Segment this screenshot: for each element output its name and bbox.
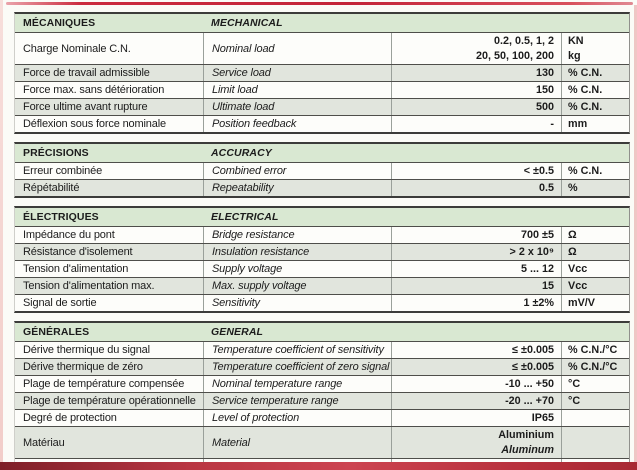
label-en-cell: Ultimate load bbox=[203, 99, 391, 115]
unit-cell: % C.N./°C bbox=[561, 359, 629, 375]
section-title-fr: PRÉCISIONS bbox=[23, 147, 89, 159]
table-row bbox=[15, 226, 629, 243]
unit-cell: Ω bbox=[561, 244, 629, 260]
label-en-cell: Position feedback bbox=[203, 116, 391, 132]
section-title-fr: GÉNÉRALES bbox=[23, 326, 90, 338]
value-cell: ≤ ±0.005 bbox=[391, 342, 561, 358]
label-en-cell: Insulation resistance bbox=[203, 244, 391, 260]
spec-section bbox=[14, 321, 630, 470]
table-row bbox=[15, 98, 629, 115]
value-cell: ≤ ±0.005 bbox=[391, 359, 561, 375]
unit-cell bbox=[561, 427, 629, 458]
section-title-en: ELECTRICAL bbox=[211, 211, 279, 223]
label-fr-cell: Répétabilité bbox=[23, 182, 80, 194]
value-cell: 0.5 bbox=[391, 180, 561, 196]
label-en-cell: Limit load bbox=[203, 82, 391, 98]
unit-cell: % C.N. bbox=[561, 82, 629, 98]
spec-section bbox=[14, 142, 630, 198]
label-fr-cell: Dérive thermique du signal bbox=[23, 344, 150, 356]
unit-cell: °C bbox=[561, 393, 629, 409]
label-fr-cell: Matériau bbox=[23, 436, 65, 449]
label-en-cell: Level of protection bbox=[203, 410, 391, 426]
section-title-en: GENERAL bbox=[211, 326, 264, 338]
label-fr-cell: Degré de protection bbox=[23, 412, 117, 424]
value-cell: 700 ±5 bbox=[391, 227, 561, 243]
value-line: Aluminum bbox=[501, 443, 554, 456]
left-margin-strip bbox=[0, 0, 3, 462]
table-row bbox=[15, 64, 629, 81]
label-fr-cell: Force max. sans détérioration bbox=[23, 84, 165, 96]
table-row bbox=[15, 409, 629, 426]
unit-cell: Vcc bbox=[561, 261, 629, 277]
label-fr-cell: Impédance du pont bbox=[23, 229, 115, 241]
table-row bbox=[15, 32, 629, 64]
label-fr-cell: Tension d'alimentation max. bbox=[23, 280, 155, 292]
label-en-cell: Combined error bbox=[203, 163, 391, 179]
label-en-cell: Material bbox=[203, 427, 391, 458]
label-fr-cell: Signal de sortie bbox=[23, 297, 97, 309]
table-row bbox=[15, 179, 629, 196]
section-title-fr: MÉCANIQUES bbox=[23, 17, 96, 29]
section-header-row bbox=[15, 144, 629, 162]
unit-cell bbox=[561, 410, 629, 426]
label-fr-cell: Plage de température opérationnelle bbox=[23, 395, 196, 407]
label-en-cell: Temperature coefficient of zero signal bbox=[203, 359, 391, 375]
table-row bbox=[15, 375, 629, 392]
unit-cell: mV/V bbox=[561, 295, 629, 311]
label-en-cell: Temperature coefficient of sensitivity bbox=[203, 342, 391, 358]
label-fr-cell: Plage de température compensée bbox=[23, 378, 185, 390]
table-row bbox=[15, 260, 629, 277]
value-cell bbox=[391, 427, 561, 458]
table-row bbox=[15, 277, 629, 294]
table-row bbox=[15, 358, 629, 375]
label-en-cell: Nominal temperature range bbox=[203, 376, 391, 392]
top-accent-line bbox=[6, 2, 633, 5]
value-cell: 130 bbox=[391, 65, 561, 81]
unit-cell: mm bbox=[561, 116, 629, 132]
label-fr-cell: Erreur combinée bbox=[23, 165, 103, 177]
spec-section bbox=[14, 206, 630, 313]
unit-cell bbox=[561, 33, 629, 64]
label-en-cell: Repeatability bbox=[203, 180, 391, 196]
label-fr-cell: Résistance d'isolement bbox=[23, 246, 133, 258]
value-cell: -10 ... +50 bbox=[391, 376, 561, 392]
value-cell: - bbox=[391, 116, 561, 132]
value-cell: 5 ... 12 bbox=[391, 261, 561, 277]
label-fr-cell: Dérive thermique de zéro bbox=[23, 361, 143, 373]
section-title-en: ACCURACY bbox=[211, 147, 272, 159]
unit-cell: % bbox=[561, 180, 629, 196]
value-cell: IP65 bbox=[391, 410, 561, 426]
table-row bbox=[15, 81, 629, 98]
section-header-row bbox=[15, 323, 629, 341]
unit-cell: % C.N. bbox=[561, 99, 629, 115]
unit-cell: Ω bbox=[561, 227, 629, 243]
section-header-row bbox=[15, 208, 629, 226]
label-fr-cell: Déflexion sous force nominale bbox=[23, 118, 167, 130]
value-line: 20, 50, 100, 200 bbox=[475, 49, 554, 62]
label-fr-cell: Force ultime avant rupture bbox=[23, 101, 148, 113]
table-row bbox=[15, 392, 629, 409]
unit-cell: % C.N. bbox=[561, 163, 629, 179]
table-row bbox=[15, 162, 629, 179]
table-row bbox=[15, 115, 629, 132]
value-line: 0.2, 0.5, 1, 2 bbox=[493, 34, 554, 47]
unit-line: kg bbox=[568, 49, 581, 62]
label-en-cell: Service temperature range bbox=[203, 393, 391, 409]
label-en-cell: Supply voltage bbox=[203, 261, 391, 277]
value-cell: < ±0.5 bbox=[391, 163, 561, 179]
value-cell: > 2 x 10⁹ bbox=[391, 244, 561, 260]
unit-cell: % C.N./°C bbox=[561, 342, 629, 358]
value-line: Aluminium bbox=[498, 428, 554, 441]
value-cell: 1 ±2% bbox=[391, 295, 561, 311]
section-header-row bbox=[15, 14, 629, 32]
table-row bbox=[15, 341, 629, 358]
label-fr-cell: Charge Nominale C.N. bbox=[23, 42, 131, 55]
label-en-cell: Max. supply voltage bbox=[203, 278, 391, 294]
unit-cell: % C.N. bbox=[561, 65, 629, 81]
value-cell: 15 bbox=[391, 278, 561, 294]
table-row bbox=[15, 243, 629, 260]
section-title-en: MECHANICAL bbox=[211, 17, 283, 29]
specification-table bbox=[14, 12, 630, 470]
label-en-cell: Nominal load bbox=[203, 33, 391, 64]
value-cell: 150 bbox=[391, 82, 561, 98]
table-row bbox=[15, 294, 629, 311]
table-row bbox=[15, 426, 629, 458]
label-fr-cell: Tension d'alimentation bbox=[23, 263, 129, 275]
unit-cell: Vcc bbox=[561, 278, 629, 294]
label-en-cell: Bridge resistance bbox=[203, 227, 391, 243]
label-en-cell: Service load bbox=[203, 65, 391, 81]
unit-cell: °C bbox=[561, 376, 629, 392]
value-cell: -20 ... +70 bbox=[391, 393, 561, 409]
section-title-fr: ÉLECTRIQUES bbox=[23, 211, 99, 223]
label-en-cell: Sensitivity bbox=[203, 295, 391, 311]
label-fr-cell: Force de travail admissible bbox=[23, 67, 150, 79]
value-cell bbox=[391, 33, 561, 64]
spec-section bbox=[14, 12, 630, 134]
value-cell: 500 bbox=[391, 99, 561, 115]
bottom-accent-band bbox=[0, 462, 637, 470]
unit-line: KN bbox=[568, 34, 584, 47]
